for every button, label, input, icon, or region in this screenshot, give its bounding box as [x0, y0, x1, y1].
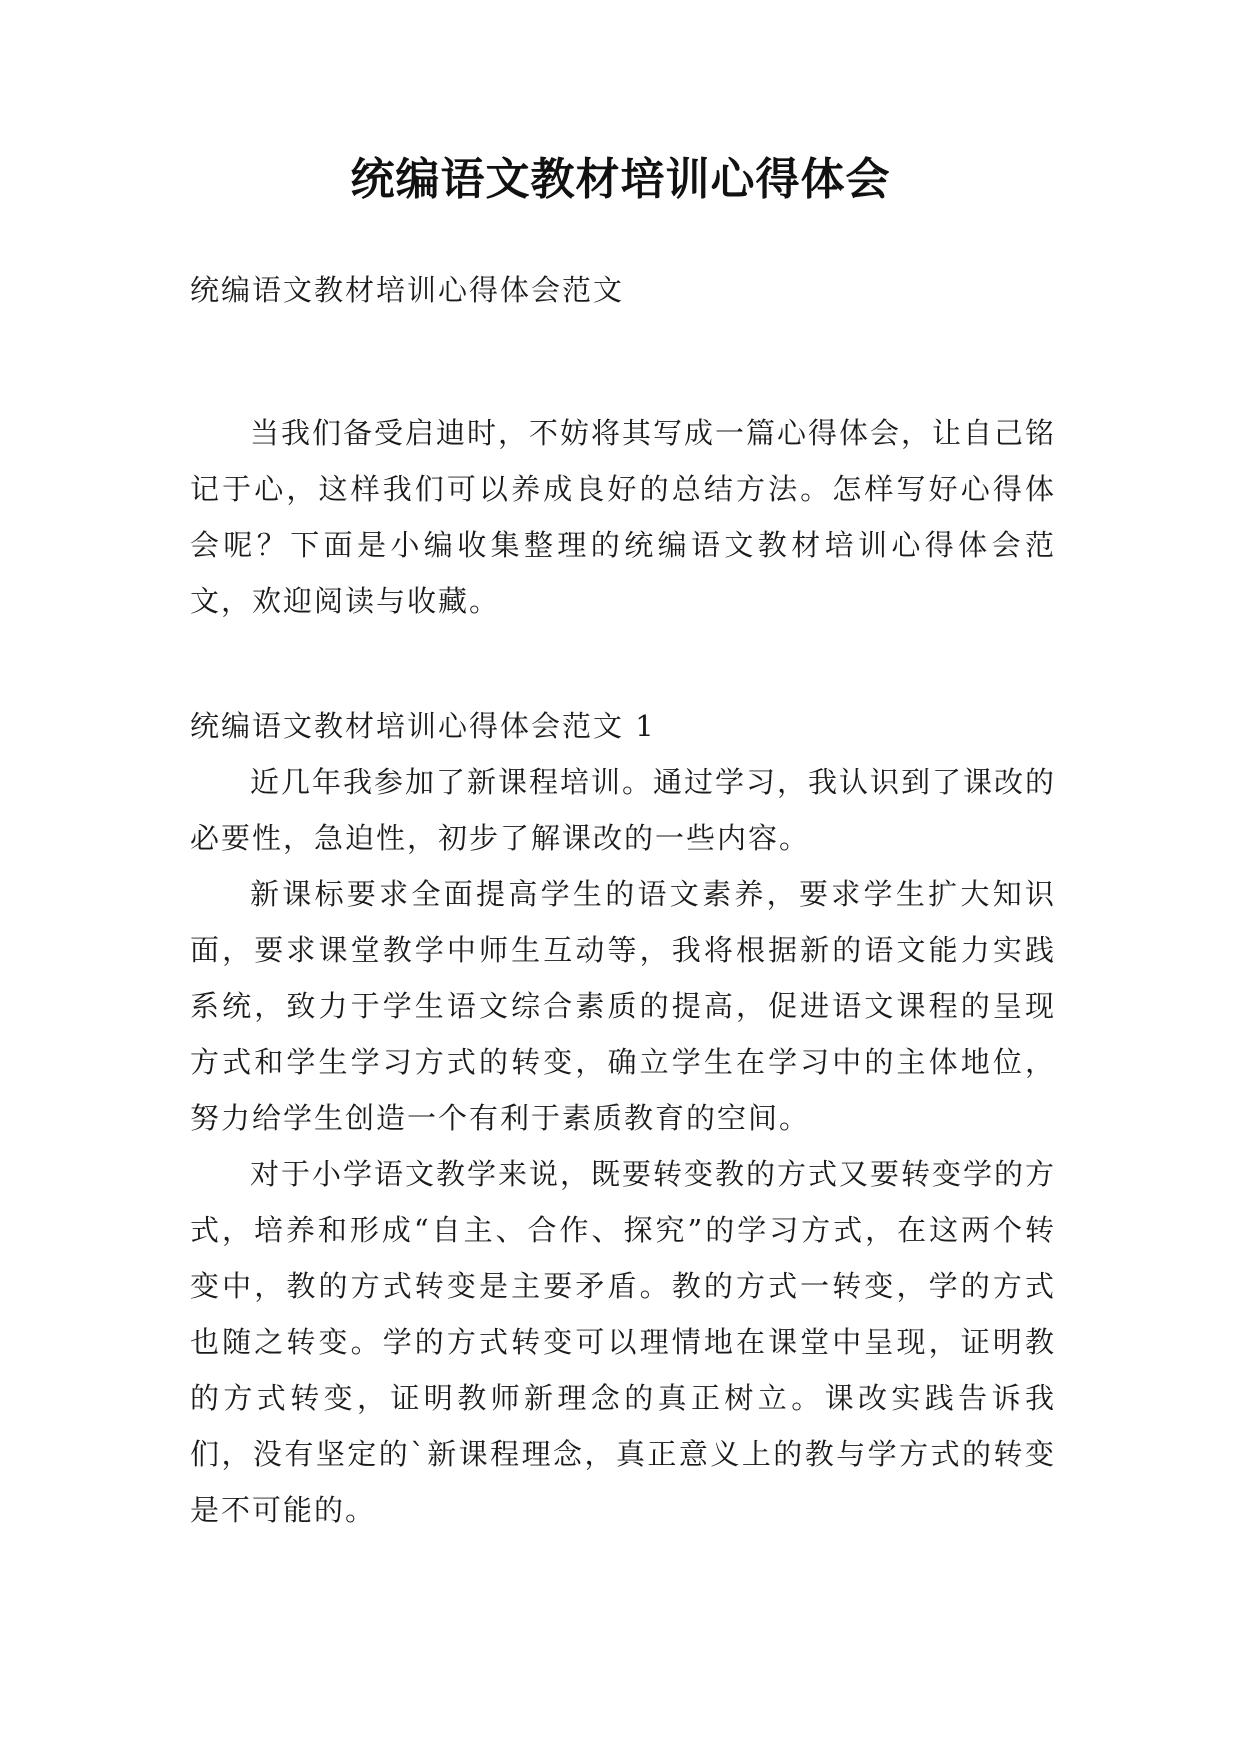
body-paragraph-1: 近几年我参加了新课程培训。通过学习，我认识到了课改的必要性，急迫性，初步了解课改的一些内容。 [190, 765, 1057, 855]
intro-paragraph: 当我们备受启迪时，不妨将其写成一篇心得体会，让自己铭记于心，这样我们可以养成良好的总结方法。怎样写好心得体会呢？下面是小编收集整理的统编语文教材培训心得体会范文，欢迎阅读与收藏。 [190, 416, 1057, 618]
section-heading: 统编语文教材培训心得体会范文 1 [190, 709, 656, 743]
document-title: 统编语文教材培训心得体会 [350, 154, 891, 205]
section-body [190, 754, 1056, 1538]
body-paragraph-3: 对于小学语文教学来说，既要转变教的方式又要转变学的方式，培养和形成“自主、合作、探究”的学习方式，在这两个转变中，教的方式转变是主要矛盾。教的方式一转变，学的方式也随之转变。学的方式转变可以理情地在课堂中呈现，证明教的方式转变，证明教师新理念的真正树立。课改实践告诉我们，没有坚定的`新课程理念，真正意义上的教与学方式的转变是不可能的。 [190, 1157, 1057, 1527]
body-paragraph-2: 新课标要求全面提高学生的语文素养，要求学生扩大知识面，要求课堂教学中师生互动等，我将根据新的语文能力实践系统，致力于学生语文综合素质的提高，促进语文课程的呈现方式和学生学习方式的转变，确立学生在学习中的主体地位，努力给学生创造一个有利于素质教育的空间。 [190, 877, 1056, 1135]
document-subtitle: 统编语文教材培训心得体会范文 [190, 273, 625, 307]
